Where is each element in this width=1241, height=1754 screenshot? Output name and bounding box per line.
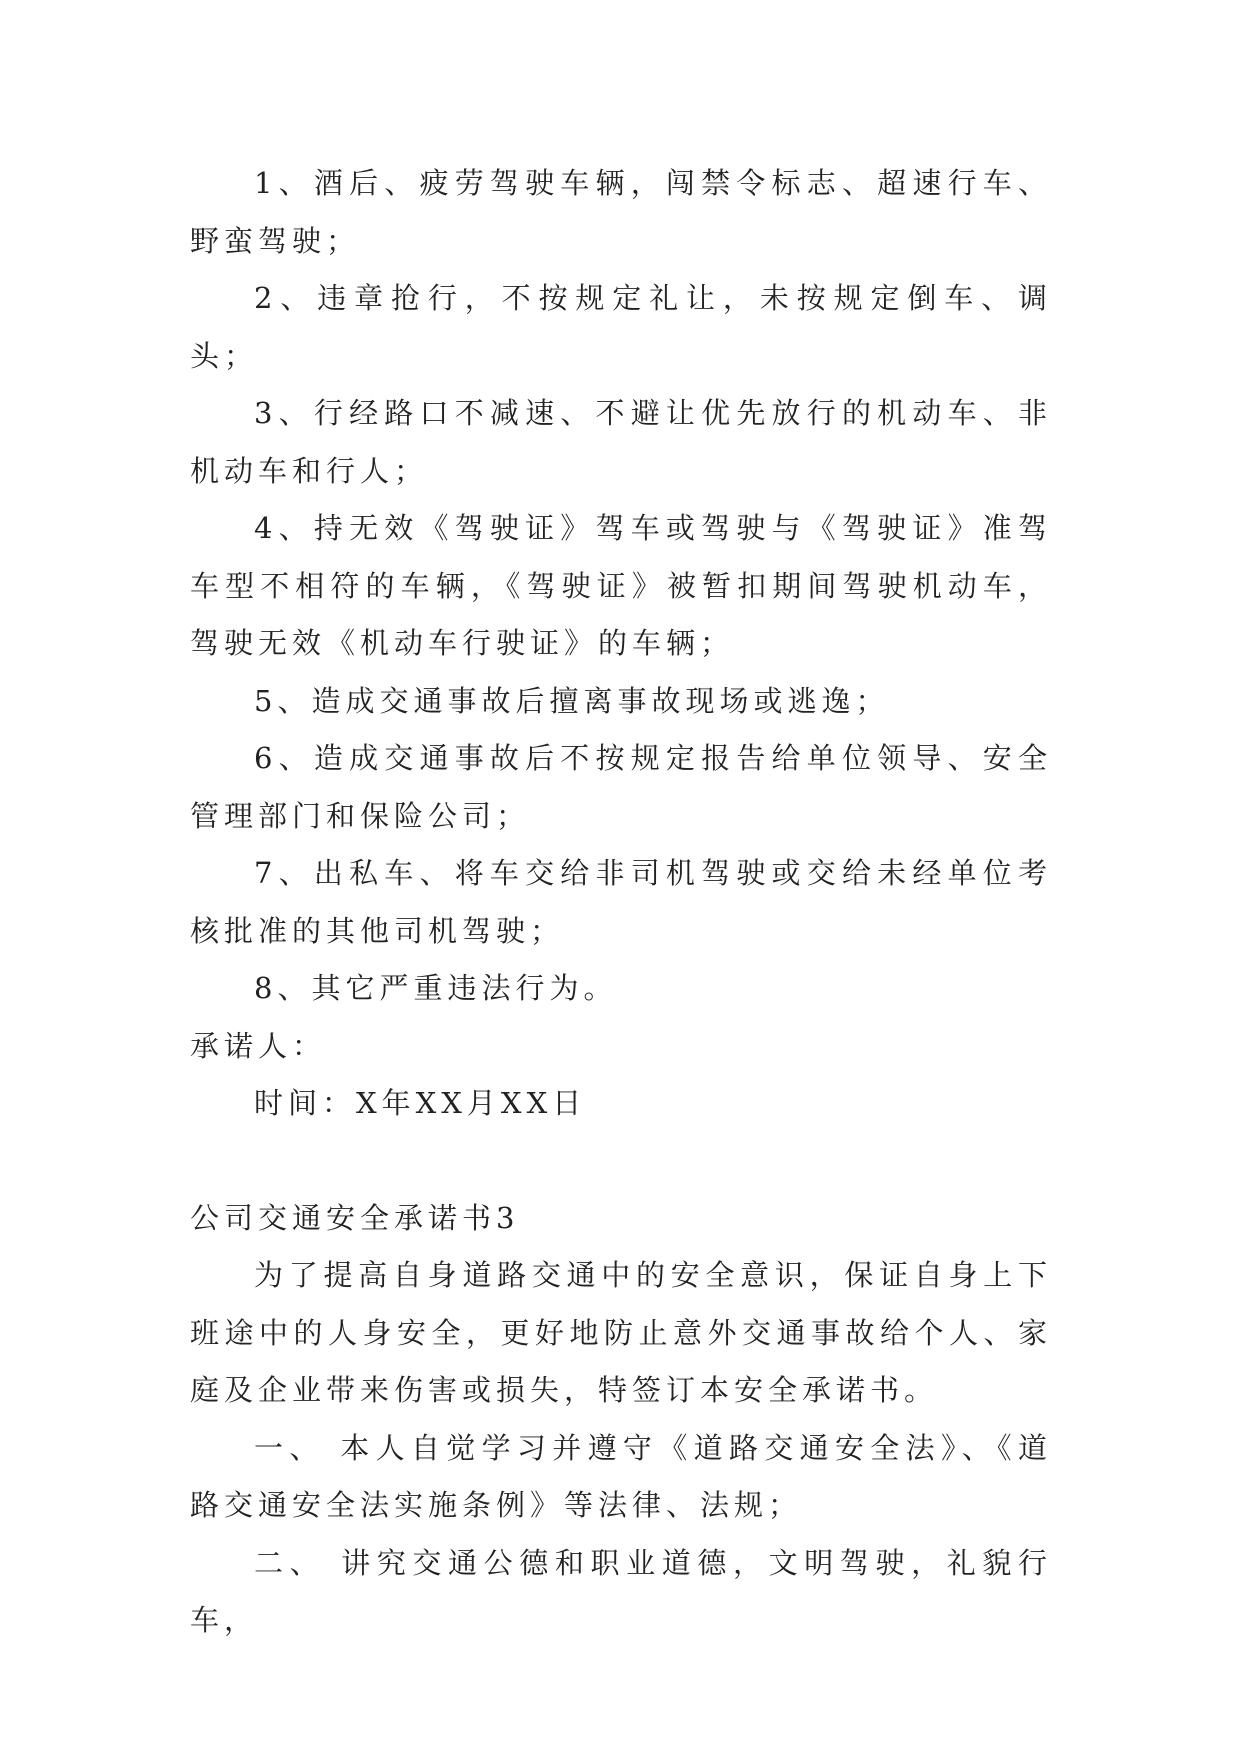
list-item-3: 3、行经路口不减速、不避让优先放行的机动车、非机动车和行人； <box>190 396 1052 488</box>
list-item-2: 2、违章抢行，不按规定礼让，未按规定倒车、调头； <box>190 281 1052 373</box>
section-spacer <box>190 1133 1052 1190</box>
commitment-2: 二、 讲究交通公德和职业道德，文明驾驶，礼貌行车， <box>190 1545 1052 1637</box>
signatory-label: 承诺人： <box>190 1028 327 1063</box>
list-item-5: 5、造成交通事故后擅离事故现场或逃逸； <box>254 683 890 718</box>
commitment-1: 一、 本人自觉学习并遵守《道路交通安全法》、《道路交通安全法实施条例》等法律、法规； <box>190 1430 1052 1522</box>
intro-paragraph: 为了提高自身道路交通中的安全意识，保证自身上下班途中的人身安全，更好地防止意外交通事故给个人、家庭及企业带来伤害或损失，特签订本安全承诺书。 <box>190 1258 1052 1407</box>
list-item-1: 1、酒后、疲劳驾驶车辆，闯禁令标志、超速行车、野蛮驾驶； <box>190 166 1052 258</box>
list-item-8: 8、其它严重违法行为。 <box>254 971 618 1005</box>
date-line: 时间：X年XX月XX日 <box>254 1086 587 1120</box>
document-body <box>190 155 1052 1650</box>
list-item-4: 4、持无效《驾驶证》驾车或驾驶与《驾驶证》准驾车型不相符的车辆，《驾驶证》被暂扣期间驾驶机动车，驾驶无效《机动车行驶证》的车辆； <box>190 511 1052 660</box>
list-item-7: 7、出私车、将车交给非司机驾驶或交给未经单位考核批准的其他司机驾驶； <box>190 856 1052 948</box>
section-title: 公司交通安全承诺书3 <box>190 1200 520 1235</box>
list-item-6: 6、造成交通事故后不按规定报告给单位领导、安全管理部门和保险公司； <box>190 741 1052 833</box>
